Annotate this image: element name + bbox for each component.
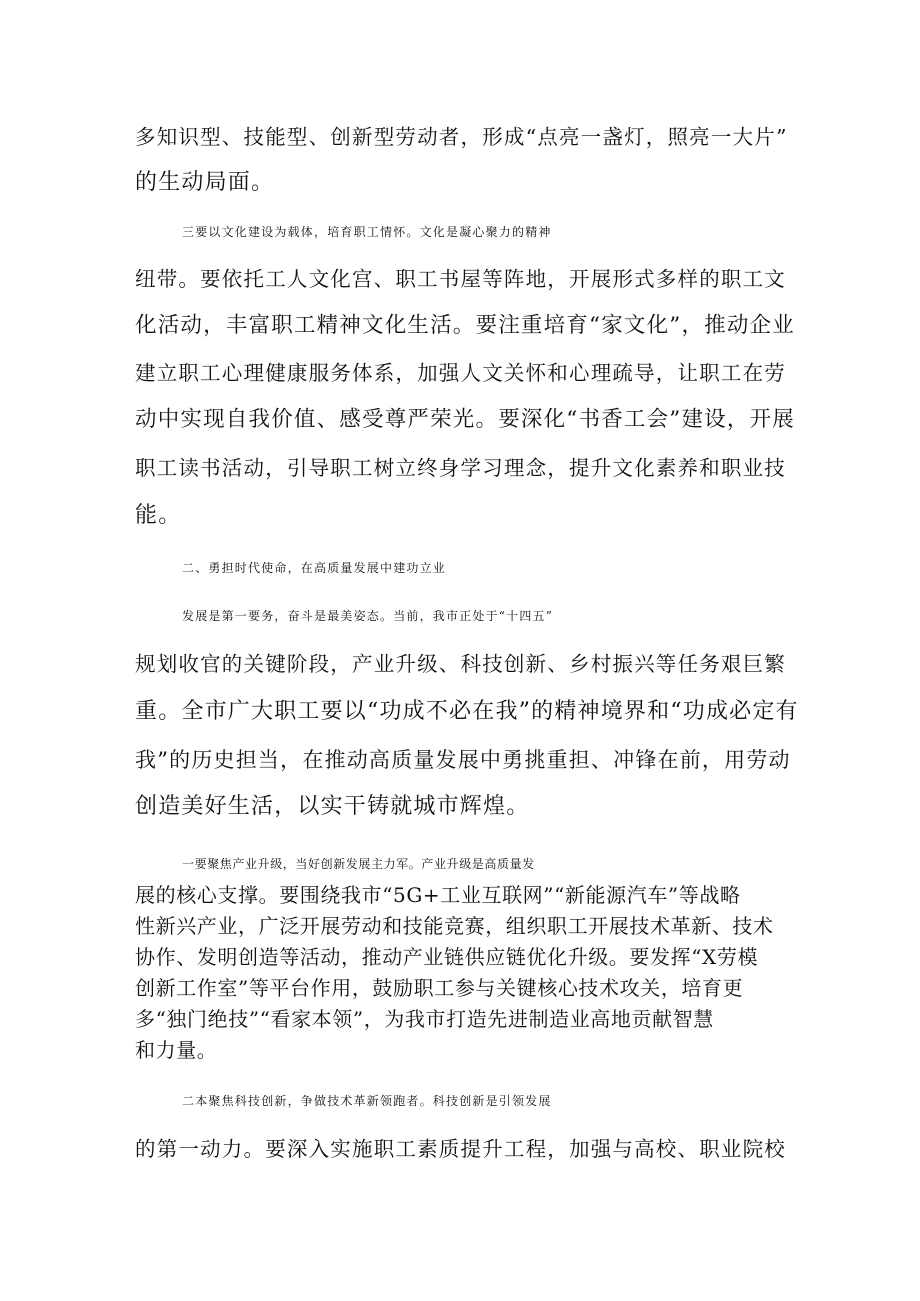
text-line: 重。全市广大职工要以“功成不必在我”的精神境界和“功成必定有 xyxy=(135,699,799,724)
text-line: 我”的历史担当，在推动高质量发展中勇挑重担、冲锋在前，用劳动 xyxy=(135,748,791,772)
text-line: 多知识型、技能型、创新型劳动者，形成“点亮一盏灯，照亮一大片” xyxy=(135,125,788,149)
text-line: 规划收官的关键阶段，产业升级、科技创新、乡村振兴等任务艰巨繁 xyxy=(135,652,786,676)
text-line: 创造美好生活，以实干铸就城市辉煌。 xyxy=(135,794,530,819)
text-line: 展的核心支撑。要围绕我市“5G+工业互联网”“新能源汽车”等战略 xyxy=(135,883,741,907)
text-line: 化活动，丰富职工精神文化生活。要注重培育“家文化”，推动企业 xyxy=(135,313,795,338)
text-line: 协作、发明创造等活动，推动产业链供应链优化升级。要发挥“X劳模 xyxy=(135,945,759,969)
text-line: 和力量。 xyxy=(135,1038,218,1062)
text-line: 性新兴产业，广泛开展劳动和技能竞赛，组织职工开展技术革新、技术 xyxy=(135,914,774,938)
text-line: 职工读书活动，引导职工树立终身学习理念，提升文化素养和职业技 xyxy=(135,456,786,480)
section-heading: 二、勇担时代使命，在高质量发展中建功立业 xyxy=(182,561,447,575)
text-line: 的第一动力。要深入实施职工素质提升工程，加强与高校、职业院校 xyxy=(135,1137,786,1161)
text-line: 的生动局面。 xyxy=(135,170,275,195)
paragraph-first-line: 一要聚焦产业升级，当好创新发展主力军。产业升级是高质量发 xyxy=(182,857,535,871)
paragraph-first-line: 发展是第一要务，奋斗是最美姿态。当前，我市正处于“十四五” xyxy=(182,609,554,623)
text-line: 纽带。要依托工人文化宫、职工书屋等阵地，开展形式多样的职工文 xyxy=(135,267,786,291)
text-line: 多“独门绝技”“看家本领”，为我市打造先进制造业高地贡献智慧 xyxy=(135,1007,714,1031)
text-line: 建立职工心理健康服务体系，加强人文关怀和心理疏导，让职工在劳 xyxy=(135,361,786,385)
text-line: 动中实现自我价值、感受尊严荣光。要深化“书香工会”建设，开展 xyxy=(135,407,795,432)
text-line: 创新工作室”等平台作用，鼓励职工参与关键核心技术攻关，培育更 xyxy=(135,976,744,1000)
paragraph-first-line: 二本聚焦科技创新，争做技术革新领跑者。科技创新是引领发展 xyxy=(182,1094,552,1108)
paragraph-first-line: 三要以文化建设为载体，培育职工情怀。文化是凝心聚力的精神 xyxy=(182,225,552,239)
text-line: 能。 xyxy=(135,503,182,528)
